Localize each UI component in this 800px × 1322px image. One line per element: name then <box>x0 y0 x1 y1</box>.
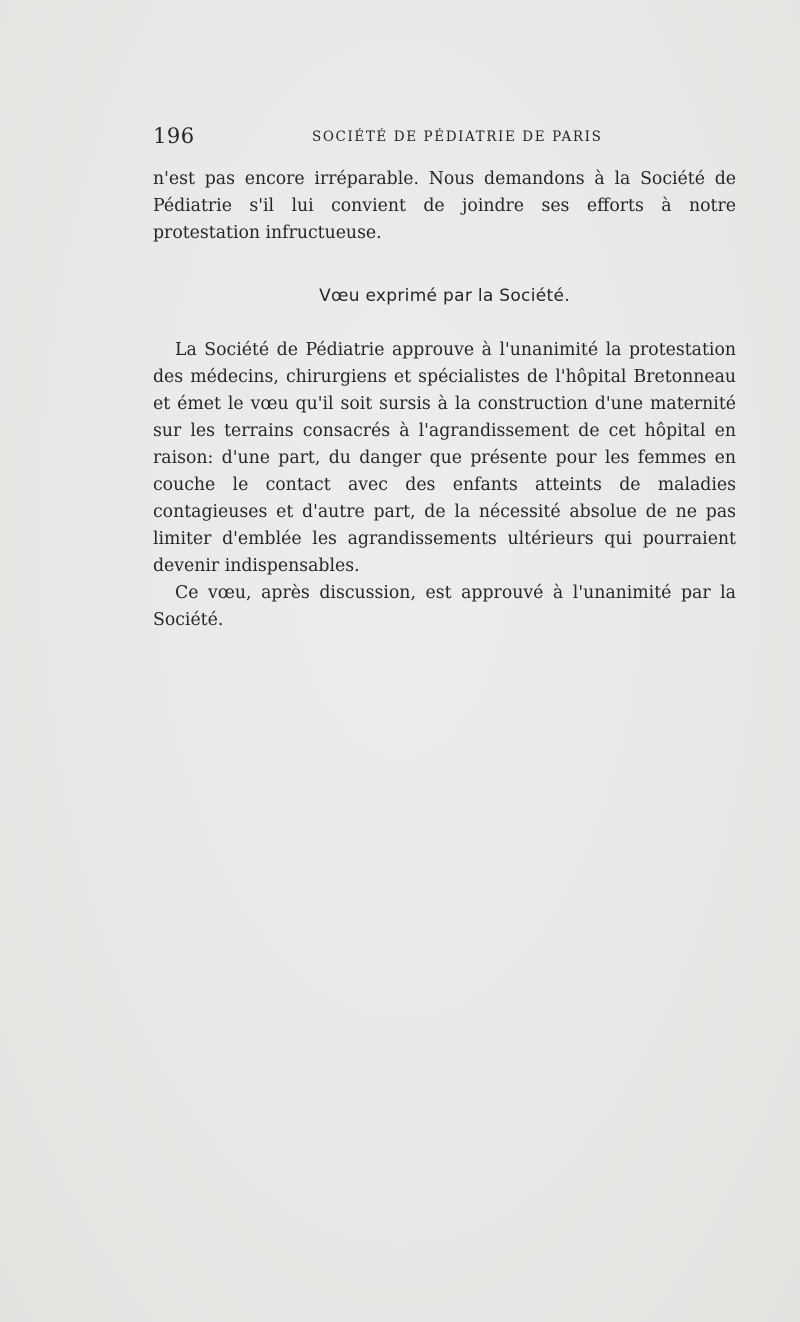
page-header <box>153 124 753 154</box>
page-number: 196 <box>153 124 195 148</box>
section-heading: Vœu exprimé par la Société. <box>319 286 570 306</box>
body-text <box>153 337 736 634</box>
running-title: SOCIÉTÉ DE PÉDIATRIE DE PARIS <box>312 129 603 145</box>
paragraph-resolution: La Société de Pédiatrie approuve à l'unanimité la protestation des médecins, chirurgiens et spécialistes de l'hôpital Bretonneau et émet le vœu qu'il soit sursis à la construction d'une maternité sur les terrains consacrés à l'agrandissement de cet hôpital en raison: d'une part, du danger que présente pour les femmes en couche le contact avec des enfants atteints de maladies contagieuses et d'autre part, de la nécessité absolue de ne pas limiter d'emblée les agrandissements ultérieurs qui pourraient devenir indispensables. <box>153 340 736 576</box>
paragraph-approval: Ce vœu, après discussion, est approuvé à l'unanimité par la Société. <box>153 583 736 630</box>
intro-paragraph: n'est pas encore irréparable. Nous demandons à la Société de Pédiatrie s'il lui convient de joindre ses efforts à notre protestation infructueuse. <box>153 169 736 243</box>
